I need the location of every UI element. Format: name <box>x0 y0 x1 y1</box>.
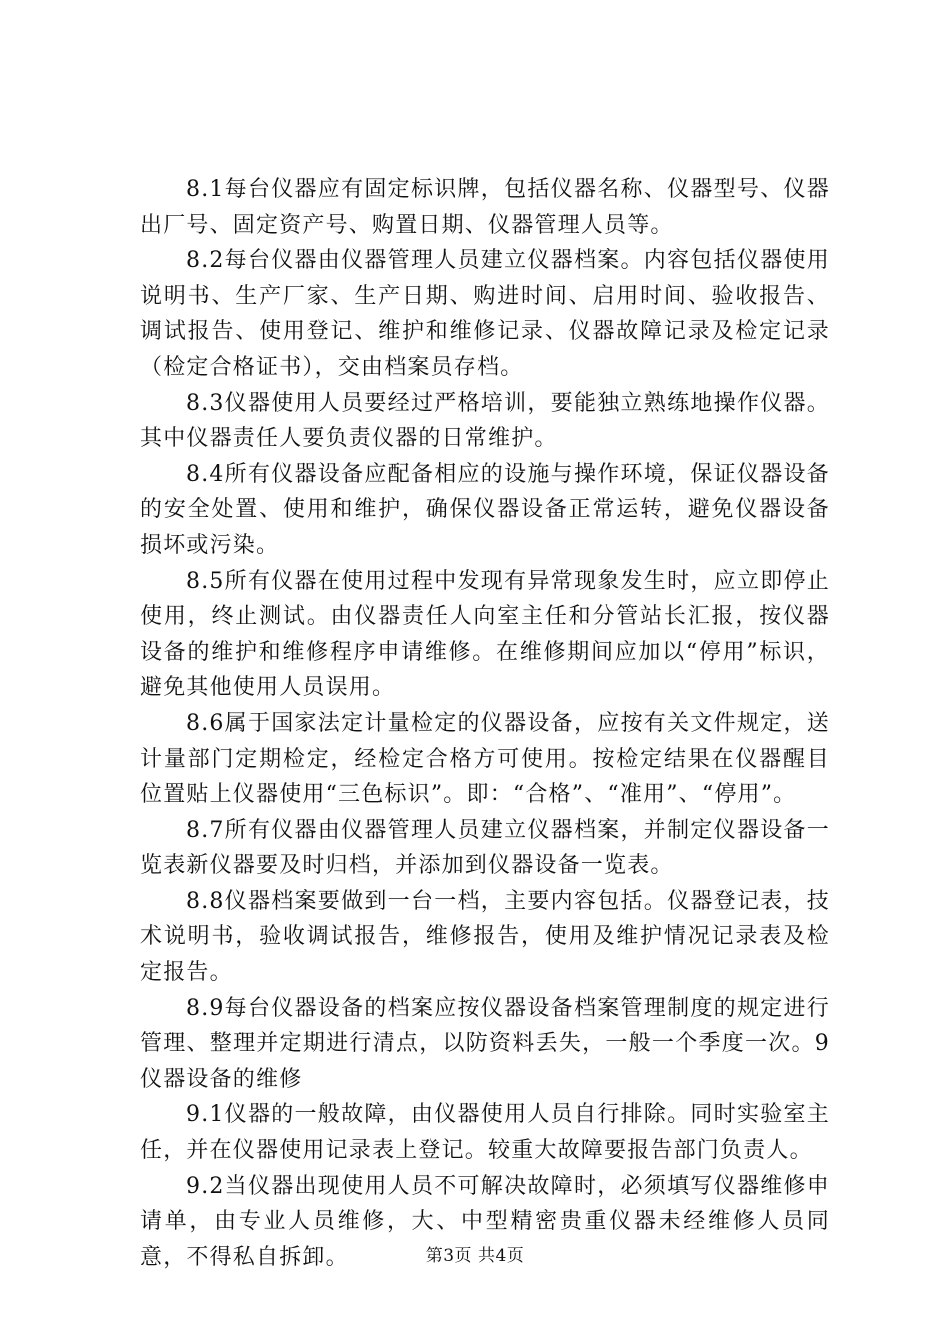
paragraph-8-4: 8.4所有仪器设备应配备相应的设施与操作环境，保证仪器设备的安全处置、使用和维护，确保仪器设备正常运转，避免仪器设备损坏或污染。 <box>140 461 830 558</box>
paragraph-8-5: 8.5所有仪器在使用过程中发现有异常现象发生时，应立即停止使用，终止测试。由仪器责任人向室主任和分管站长汇报，按仪器设备的维护和维修程序申请维修。在维修期间应加以“停用”标识，避免其他使用人员误用。 <box>140 568 830 701</box>
document-body <box>140 172 830 1275</box>
paragraph-8-2: 8.2每台仪器由仪器管理人员建立仪器档案。内容包括仪器使用说明书、生产厂家、生产日期、购进时间、启用时间、验收报告、调试报告、使用登记、维护和维修记录、仪器故障记录及检定记录（检定合格证书），交由档案员存档。 <box>140 248 830 380</box>
paragraph-8-6: 8.6属于国家法定计量检定的仪器设备，应按有关文件规定，送计量部门定期检定，经检定合格方可使用。按检定结果在仪器醒目位置贴上仪器使用“三色标识”。即：“合格”、“准用”、“停用”。 <box>140 710 830 808</box>
paragraph-9-2: 9.2当仪器出现使用人员不可解决故障时，必须填写仪器维修申请单，由专业人员维修，大、中型精密贵重仪器未经维修人员同意，不得私自拆卸。 <box>140 1173 830 1270</box>
paragraph-8-1: 8.1每台仪器应有固定标识牌，包括仪器名称、仪器型号、仪器出厂号、固定资产号、购置日期、仪器管理人员等。 <box>140 177 830 238</box>
paragraph-8-8: 8.8仪器档案要做到一台一档，主要内容包括。仪器登记表，技术说明书，验收调试报告，维修报告，使用及维护情况记录表及检定报告。 <box>140 888 830 986</box>
page-number-footer: 第3页 共4页 <box>425 1246 525 1266</box>
paragraph-9-1: 9.1仪器的一般故障，由仪器使用人员自行排除。同时实验室主任，并在仪器使用记录表上登记。较重大故障要报告部门负责人。 <box>140 1102 830 1164</box>
paragraph-8-9: 8.9每台仪器设备的档案应按仪器设备档案管理制度的规定进行管理、整理并定期进行清点，以防资料丢失，一般一个季度一次。9仪器设备的维修 <box>140 995 830 1092</box>
paragraph-8-3: 8.3仪器使用人员要经过严格培训，要能独立熟练地操作仪器。其中仪器责任人要负责仪器的日常维护。 <box>140 390 830 452</box>
paragraph-8-7: 8.7所有仪器由仪器管理人员建立仪器档案，并制定仪器设备一览表新仪器要及时归档，并添加到仪器设备一览表。 <box>140 817 830 879</box>
